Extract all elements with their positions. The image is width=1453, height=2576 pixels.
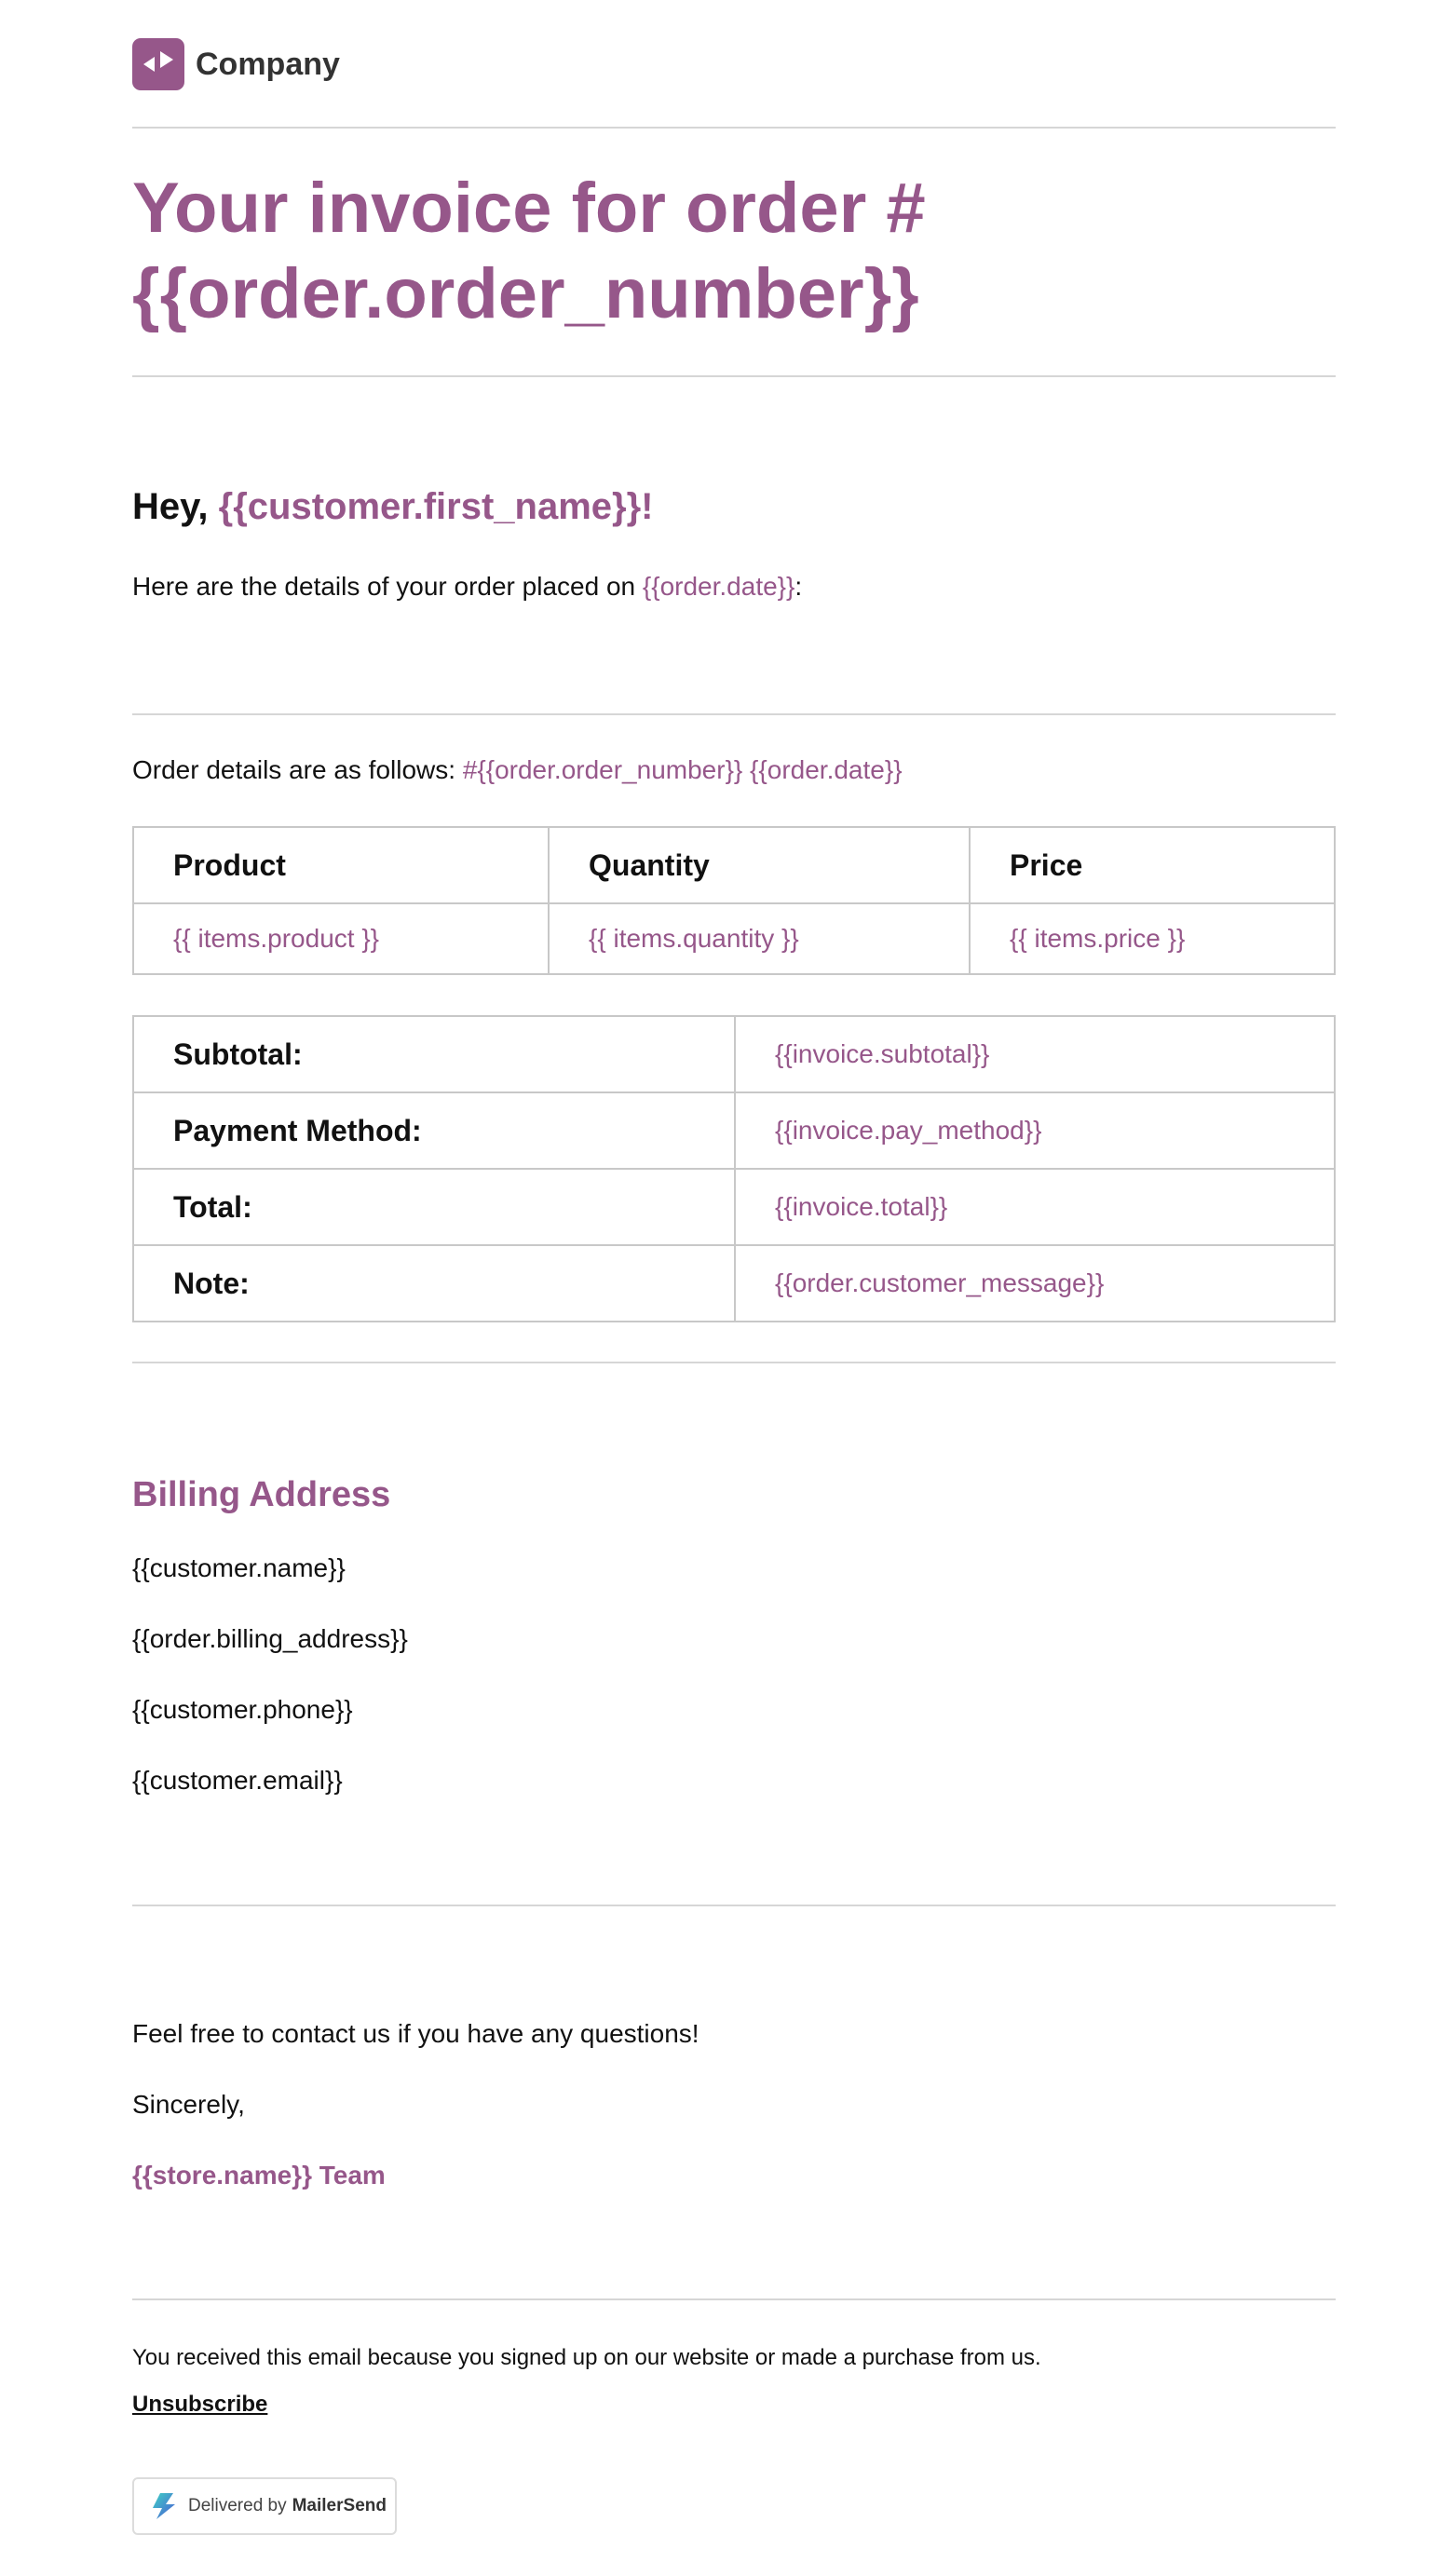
mailersend-brand: MailerSend — [292, 2496, 387, 2515]
header-price: Price — [970, 827, 1335, 903]
unsubscribe-link[interactable]: Unsubscribe — [132, 2392, 268, 2417]
note-label: Note: — [133, 1245, 735, 1322]
title-line-2: {{order.order_number}} — [132, 254, 919, 333]
table-row — [133, 903, 1335, 974]
order-date: {{order.date}} — [642, 572, 795, 601]
billing-heading: Billing Address — [132, 1475, 391, 1514]
received-notice: You received this email because you signed up on our website or made a purchase from us. — [132, 2345, 1041, 2370]
lead-end: : — [794, 572, 803, 601]
greeting — [132, 486, 654, 528]
table-row — [133, 1092, 1335, 1169]
table-header-row — [133, 827, 1335, 903]
delivered-by-badge[interactable] — [132, 2477, 397, 2535]
subtotal-value: {{invoice.subtotal}} — [735, 1016, 1335, 1092]
header — [132, 37, 340, 91]
table-row — [133, 1016, 1335, 1092]
billing-email: {{customer.email}} — [132, 1766, 343, 1795]
company-name: Company — [196, 46, 340, 82]
page-title — [132, 166, 1336, 337]
cell-quantity: {{ items.quantity }} — [549, 903, 970, 974]
play-arrows-logo-icon — [132, 38, 184, 90]
table-row — [133, 1245, 1335, 1322]
summary-table — [132, 1015, 1336, 1322]
divider — [132, 713, 1336, 715]
delivered-by-text: Delivered by — [188, 2496, 287, 2515]
title-line-1: Your invoice for order # — [132, 169, 926, 248]
items-table — [132, 826, 1336, 975]
header-quantity: Quantity — [549, 827, 970, 903]
sincerely-text: Sincerely, — [132, 2090, 245, 2119]
cell-price: {{ items.price }} — [970, 903, 1335, 974]
payment-method-value: {{invoice.pay_method}} — [735, 1092, 1335, 1169]
cell-product: {{ items.product }} — [133, 903, 549, 974]
team-signature: {{store.name}} Team — [132, 2161, 386, 2190]
greeting-name: {{customer.first_name}}! — [218, 486, 654, 527]
greeting-hey: Hey, — [132, 486, 219, 527]
contact-text: Feel free to contact us if you have any questions! — [132, 2019, 699, 2048]
table-row — [133, 1169, 1335, 1245]
total-label: Total: — [133, 1169, 735, 1245]
divider — [132, 1362, 1336, 1363]
divider — [132, 375, 1336, 377]
order-details-values: #{{order.order_number}} {{order.date}} — [462, 755, 903, 784]
billing-name: {{customer.name}} — [132, 1553, 346, 1582]
order-details-text: Order details are as follows: — [132, 755, 463, 784]
divider — [132, 2298, 1336, 2300]
note-value: {{order.customer_message}} — [735, 1245, 1335, 1322]
lead-text: Here are the details of your order placed on — [132, 572, 643, 601]
subtotal-label: Subtotal: — [133, 1016, 735, 1092]
divider — [132, 127, 1336, 129]
billing-address: {{order.billing_address}} — [132, 1624, 408, 1653]
order-details-line — [132, 755, 903, 785]
payment-method-label: Payment Method: — [133, 1092, 735, 1169]
header-product: Product — [133, 827, 549, 903]
order-date-line — [132, 572, 802, 602]
total-value: {{invoice.total}} — [735, 1169, 1335, 1245]
mailersend-logo-icon — [151, 2492, 177, 2520]
billing-phone: {{customer.phone}} — [132, 1695, 353, 1724]
divider — [132, 1905, 1336, 1906]
